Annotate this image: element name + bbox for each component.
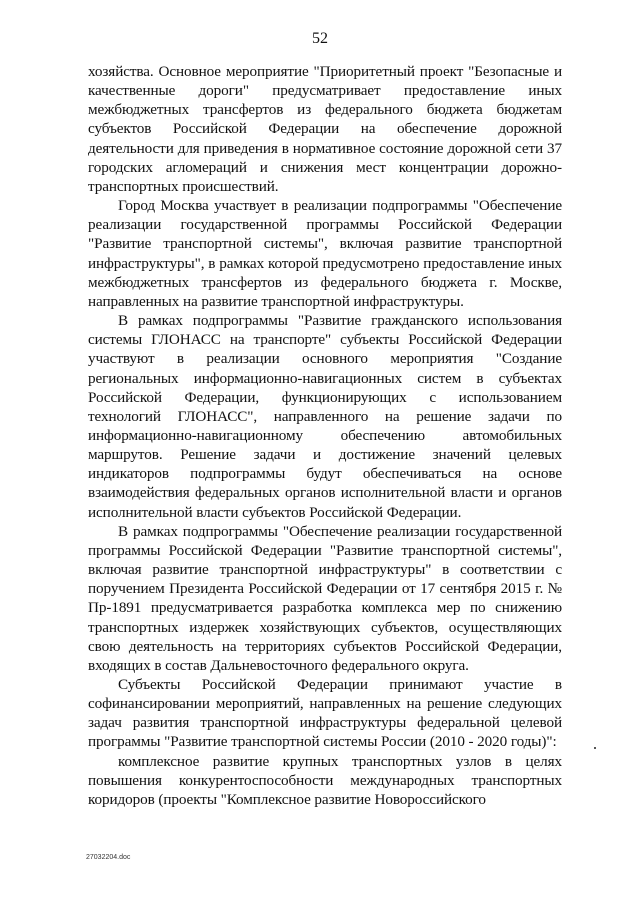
paragraph-cofinancing: Субъекты Российской Федерации принимают участие в софинансировании мероприятий, направленных на решение следующих задач развития транспортной инфраструктуры федеральной целевой программы "Развитие транспортной системы России (2010 - 2020 годы)": [88, 676, 562, 751]
paragraph-transport-hubs: комплексное развитие крупных транспортных узлов в целях повышения конкурентоспособности международных транспортных коридоров (проекты "Комплексное развитие Новороссийского [88, 752, 562, 808]
page-number: 52 [312, 30, 328, 47]
footer-file-name: 27032204.doc [86, 854, 131, 861]
document-body [88, 62, 562, 809]
margin-mark [594, 747, 596, 749]
paragraph-moscow: Город Москва участвует в реализации подпрограммы "Обеспечение реализации государственной программы Российской Федерации "Развитие транспортной системы", включая развитие транспортной инфраструктуры", в рамках которой предусмотрено предоставление иных межбюджетных трансфертов из федерального бюджета г. Москве, направленных на развитие транспортной инфраструктуры. [88, 197, 562, 310]
paragraph-glonass: В рамках подпрограммы "Развитие гражданского использования системы ГЛОНАСС на транспорте" субъекты Российской Федерации участвуют в реализации основного мероприятия "Создание региональных информационно-навигационных систем в субъектах Российской Федерации, функционирующих с использованием технологий ГЛОНАСС", направленного на решение задачи по информационно-навигационному обеспечению автомобильных маршрутов. Решение задачи и достижение значений целевых индикаторов подпрограммы будут обеспечиваться на основе взаимодействия федеральных органов исполнительной власти и органов исполнительной власти субъектов Российской Федерации. [88, 312, 562, 521]
paragraph-continuation: хозяйства. Основное мероприятие "Приоритетный проект "Безопасные и качественные дороги" предусматривает предоставление иных межбюджетных трансфертов из федерального бюджета бюджетам субъектов Российской Федерации на обеспечение дорожной деятельности для приведения в нормативное состояние дорожной сети 37 городских агломераций и снижения мест концентрации дорожно-транспортных происшествий. [88, 63, 562, 195]
paragraph-far-east: В рамках подпрограммы "Обеспечение реализации государственной программы Российской Федерации "Развитие транспортной системы", включая развитие транспортной инфраструктуры" в соответствии с поручением Президента Российской Федерации от 17 сентября 2015 г. № Пр-1891 предусматривается разработка комплекса мер по снижению транспортных издержек хозяйствующих субъектов, осуществляющих свою деятельность на территориях субъектов Российской Федерации, входящих в состав Дальневосточного федерального округа. [88, 522, 562, 674]
